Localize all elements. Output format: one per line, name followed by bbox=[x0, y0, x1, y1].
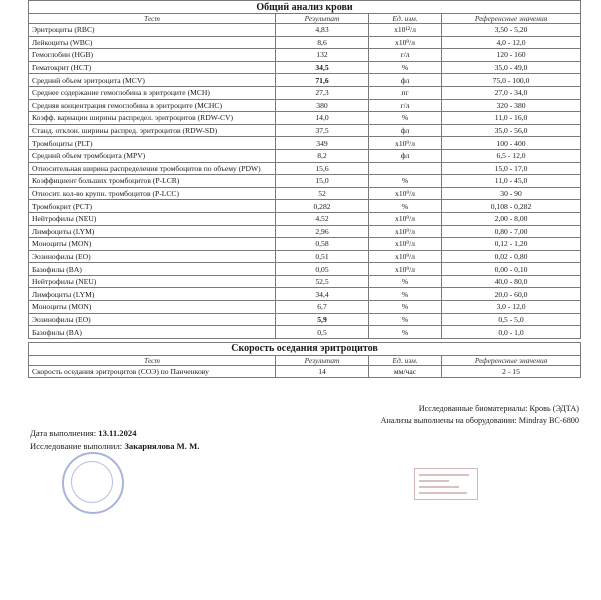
performer-label: Исследование выполнил: bbox=[30, 441, 123, 451]
report-sheet bbox=[28, 0, 580, 378]
unit-cell: x10⁹/л bbox=[369, 187, 442, 200]
table-row bbox=[29, 301, 581, 314]
result-cell: 15,6 bbox=[276, 162, 369, 175]
col-header-result: Результат bbox=[276, 355, 369, 365]
table-row bbox=[29, 225, 581, 238]
table-row bbox=[29, 99, 581, 112]
test-name-cell: Базофилы (BA) bbox=[29, 263, 276, 276]
unit-cell: x10⁹/л bbox=[369, 263, 442, 276]
table-row bbox=[29, 263, 581, 276]
unit-cell: фл bbox=[369, 74, 442, 87]
table-row bbox=[29, 74, 581, 87]
col-header-ref: Референсные значения bbox=[442, 355, 581, 365]
result-cell: 349 bbox=[276, 137, 369, 150]
reference-cell: 0,12 - 1,20 bbox=[442, 238, 581, 251]
reference-cell: 0,108 - 0,282 bbox=[442, 200, 581, 213]
result-cell: 4,83 bbox=[276, 24, 369, 37]
reference-cell: 2 - 15 bbox=[442, 365, 581, 378]
reference-cell: 4,0 - 12,0 bbox=[442, 36, 581, 49]
test-name-cell: Скорость оседания эритроцитов (СОЭ) по Панченкову bbox=[29, 365, 276, 378]
table-row bbox=[29, 49, 581, 62]
table-row bbox=[29, 250, 581, 263]
table-row bbox=[29, 288, 581, 301]
result-cell: 34,5 bbox=[276, 61, 369, 74]
reference-cell: 0,02 - 0,80 bbox=[442, 250, 581, 263]
test-name-cell: Лимфоциты (LYM) bbox=[29, 225, 276, 238]
esr-test-table bbox=[28, 342, 581, 379]
unit-cell: x10⁹/л bbox=[369, 225, 442, 238]
table-row bbox=[29, 238, 581, 251]
reference-cell: 35,0 - 49,0 bbox=[442, 61, 581, 74]
result-cell: 14,0 bbox=[276, 112, 369, 125]
reference-cell: 20,0 - 60,0 bbox=[442, 288, 581, 301]
table-row bbox=[29, 149, 581, 162]
col-header-unit: Ед. изм. bbox=[369, 14, 442, 24]
result-cell: 71,6 bbox=[276, 74, 369, 87]
result-cell: 37,5 bbox=[276, 124, 369, 137]
table-row bbox=[29, 86, 581, 99]
reference-cell: 320 - 380 bbox=[442, 99, 581, 112]
unit-cell: мм/час bbox=[369, 365, 442, 378]
unit-cell: фл bbox=[369, 149, 442, 162]
execution-date-value: 13.11.2024 bbox=[98, 428, 137, 438]
result-cell: 14 bbox=[276, 365, 369, 378]
unit-cell: % bbox=[369, 326, 442, 339]
table-row bbox=[29, 137, 581, 150]
result-cell: 52 bbox=[276, 187, 369, 200]
unit-cell: % bbox=[369, 112, 442, 125]
execution-date-label: Дата выполнения: bbox=[30, 428, 97, 438]
test-name-cell: Лейкоциты (WBC) bbox=[29, 36, 276, 49]
unit-cell: % bbox=[369, 288, 442, 301]
result-cell: 0,58 bbox=[276, 238, 369, 251]
biomaterial-note: Исследованные биоматериалы: Кровь (ЭДТА) bbox=[418, 404, 579, 413]
table-row bbox=[29, 24, 581, 37]
rect-stamp bbox=[414, 468, 478, 500]
test-name-cell: Моноциты (MON) bbox=[29, 301, 276, 314]
table-row bbox=[29, 36, 581, 49]
result-cell: 52,5 bbox=[276, 275, 369, 288]
reference-cell: 30 - 90 bbox=[442, 187, 581, 200]
result-cell: 0,51 bbox=[276, 250, 369, 263]
table-row bbox=[29, 212, 581, 225]
result-cell: 380 bbox=[276, 99, 369, 112]
table-row bbox=[29, 365, 581, 378]
equipment-note: Анализы выполнены на оборудовании: Mindray BC-6800 bbox=[380, 416, 579, 425]
table-row bbox=[29, 313, 581, 326]
unit-cell: x10⁹/л bbox=[369, 250, 442, 263]
unit-cell: г/л bbox=[369, 49, 442, 62]
reference-cell: 35,0 - 56,0 bbox=[442, 124, 581, 137]
test-name-cell: Средний объем эритроцита (MCV) bbox=[29, 74, 276, 87]
unit-cell: г/л bbox=[369, 99, 442, 112]
test-name-cell: Базофилы (BA) bbox=[29, 326, 276, 339]
unit-cell: % bbox=[369, 200, 442, 213]
test-name-cell: Тромбоциты (PLT) bbox=[29, 137, 276, 150]
reference-cell: 15,0 - 17,0 bbox=[442, 162, 581, 175]
reference-cell: 11,0 - 45,0 bbox=[442, 175, 581, 188]
test-name-cell: Лимфоциты (LYM) bbox=[29, 288, 276, 301]
test-name-cell: Эритроциты (RBC) bbox=[29, 24, 276, 37]
col-header-test: Тест bbox=[29, 14, 276, 24]
reference-cell: 6,5 - 12,0 bbox=[442, 149, 581, 162]
reference-cell: 40,0 - 80,0 bbox=[442, 275, 581, 288]
test-name-cell: Эозинофилы (EO) bbox=[29, 313, 276, 326]
col-header-unit: Ед. изм. bbox=[369, 355, 442, 365]
test-name-cell: Коэфф. вариации ширины распредел. эритроцитов (RDW-CV) bbox=[29, 112, 276, 125]
result-cell: 8,6 bbox=[276, 36, 369, 49]
reference-cell: 3,0 - 12,0 bbox=[442, 301, 581, 314]
col-header-result: Результат bbox=[276, 14, 369, 24]
result-cell: 0,5 bbox=[276, 326, 369, 339]
result-cell: 0,05 bbox=[276, 263, 369, 276]
blood-test-table bbox=[28, 0, 581, 339]
unit-cell: x10¹²/л bbox=[369, 24, 442, 37]
test-name-cell: Средняя концентрация гемоглобина в эритроците (MCHC) bbox=[29, 99, 276, 112]
esr-test-title: Скорость оседания эритроцитов bbox=[29, 342, 581, 355]
unit-cell: пг bbox=[369, 86, 442, 99]
test-name-cell: Гемоглобин (HGB) bbox=[29, 49, 276, 62]
test-name-cell: Относительная ширина распределения тромбоцитов по объему (PDW) bbox=[29, 162, 276, 175]
test-name-cell: Эозинофилы (EO) bbox=[29, 250, 276, 263]
result-cell: 5,9 bbox=[276, 313, 369, 326]
reference-cell: 0,5 - 5,0 bbox=[442, 313, 581, 326]
round-stamp bbox=[62, 452, 124, 514]
unit-cell: x10⁹/л bbox=[369, 212, 442, 225]
unit-cell: % bbox=[369, 301, 442, 314]
reference-cell: 0,80 - 7,00 bbox=[442, 225, 581, 238]
result-cell: 132 bbox=[276, 49, 369, 62]
result-cell: 0,282 bbox=[276, 200, 369, 213]
test-name-cell: Среднее содержание гемоглобина в эритроците (MCH) bbox=[29, 86, 276, 99]
table-row bbox=[29, 61, 581, 74]
reference-cell: 11,0 - 16,0 bbox=[442, 112, 581, 125]
performer bbox=[30, 441, 199, 451]
reference-cell: 120 - 160 bbox=[442, 49, 581, 62]
unit-cell bbox=[369, 162, 442, 175]
blood-test-title: Общий анализ крови bbox=[29, 1, 581, 14]
test-name-cell: Моноциты (MON) bbox=[29, 238, 276, 251]
test-name-cell: Средний объем тромбоцита (MPV) bbox=[29, 149, 276, 162]
unit-cell: % bbox=[369, 275, 442, 288]
test-name-cell: Коэффициент больших тромбоцитов (P-LCR) bbox=[29, 175, 276, 188]
result-cell: 4,52 bbox=[276, 212, 369, 225]
col-header-test: Тест bbox=[29, 355, 276, 365]
unit-cell: % bbox=[369, 313, 442, 326]
reference-cell: 0,0 - 1,0 bbox=[442, 326, 581, 339]
test-name-cell: Гематокрит (HCT) bbox=[29, 61, 276, 74]
table-row bbox=[29, 187, 581, 200]
table-row bbox=[29, 124, 581, 137]
test-name-cell: Нейтрофилы (NEU) bbox=[29, 212, 276, 225]
result-cell: 6,7 bbox=[276, 301, 369, 314]
test-name-cell: Тромбокрит (PCT) bbox=[29, 200, 276, 213]
reference-cell: 100 - 400 bbox=[442, 137, 581, 150]
unit-cell: % bbox=[369, 61, 442, 74]
result-cell: 15,0 bbox=[276, 175, 369, 188]
table-row bbox=[29, 112, 581, 125]
table-row bbox=[29, 200, 581, 213]
result-cell: 27,3 bbox=[276, 86, 369, 99]
unit-cell: x10⁹/л bbox=[369, 137, 442, 150]
reference-cell: 27,0 - 34,0 bbox=[442, 86, 581, 99]
execution-date bbox=[30, 428, 137, 438]
unit-cell: фл bbox=[369, 124, 442, 137]
result-cell: 8,2 bbox=[276, 149, 369, 162]
result-cell: 2,96 bbox=[276, 225, 369, 238]
reference-cell: 3,50 - 5,20 bbox=[442, 24, 581, 37]
unit-cell: % bbox=[369, 175, 442, 188]
unit-cell: x10⁹/л bbox=[369, 36, 442, 49]
reference-cell: 0,00 - 0,10 bbox=[442, 263, 581, 276]
test-name-cell: Станд. отклон. ширины распред. эритроцитов (RDW-SD) bbox=[29, 124, 276, 137]
col-header-ref: Референсные значения bbox=[442, 14, 581, 24]
reference-cell: 2,00 - 8,00 bbox=[442, 212, 581, 225]
test-name-cell: Относит. кол-во крупн. тромбоцитов (P-LCC) bbox=[29, 187, 276, 200]
table-row bbox=[29, 162, 581, 175]
test-name-cell: Нейтрофилы (NEU) bbox=[29, 275, 276, 288]
table-row bbox=[29, 275, 581, 288]
reference-cell: 75,0 - 100,0 bbox=[442, 74, 581, 87]
table-row bbox=[29, 326, 581, 339]
unit-cell: x10⁹/л bbox=[369, 238, 442, 251]
performer-value: Закарнялова М. М. bbox=[124, 441, 200, 451]
result-cell: 34,4 bbox=[276, 288, 369, 301]
table-row bbox=[29, 175, 581, 188]
